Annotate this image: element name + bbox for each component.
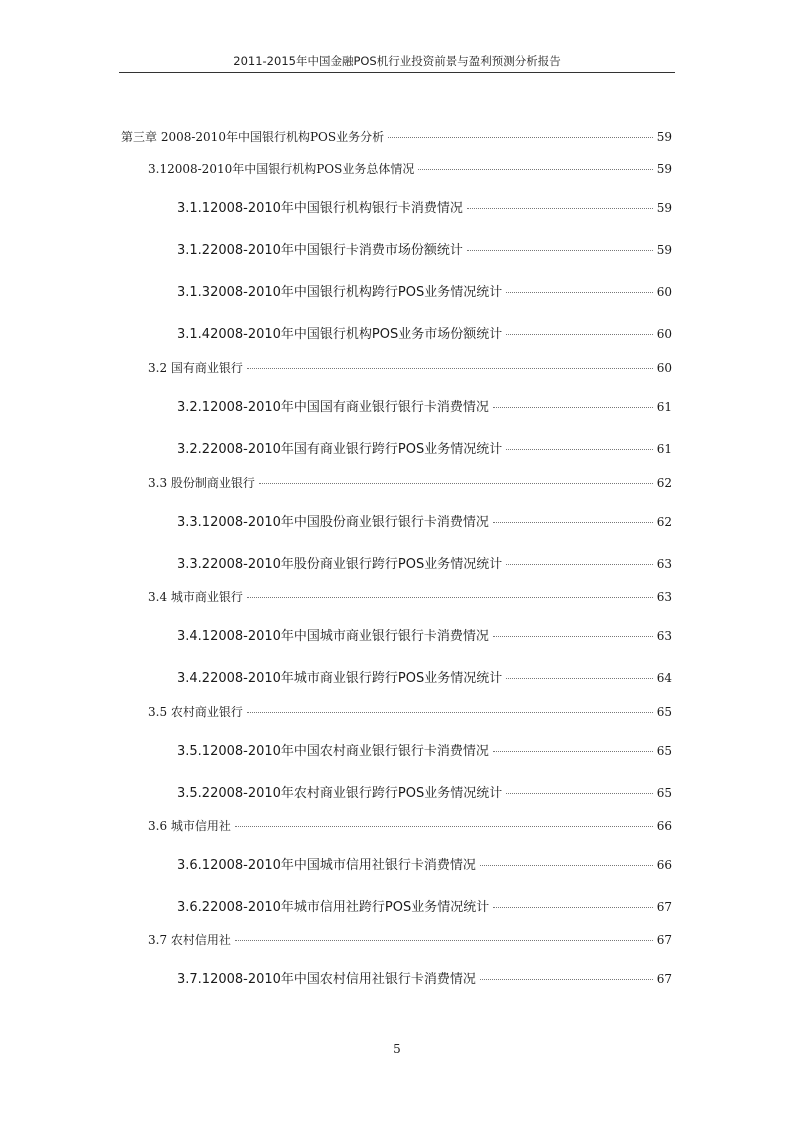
toc-entry-page: 66 — [656, 858, 672, 872]
toc-entry[interactable] — [148, 359, 672, 376]
dot-leader — [247, 368, 653, 369]
dot-leader — [493, 407, 653, 408]
toc-entry[interactable] — [177, 239, 672, 258]
toc-entry-title: 3.5 农村商业银行 — [148, 705, 243, 719]
dot-leader — [493, 522, 653, 523]
toc-entry[interactable] — [177, 511, 672, 530]
toc-entry[interactable] — [177, 854, 672, 873]
toc-entry[interactable] — [177, 740, 672, 759]
toc-entry[interactable] — [148, 160, 672, 177]
toc-entry-title: 3.2.12008-2010年中国国有商业银行银行卡消费情况 — [177, 400, 489, 415]
header-divider — [119, 72, 675, 73]
toc-entry-title: 3.12008-2010年中国银行机构POS业务总体情况 — [148, 162, 415, 176]
toc-entry-page: 59 — [656, 201, 672, 215]
toc-entry-page: 59 — [656, 243, 672, 257]
toc-entry-title: 3.6 城市信用社 — [148, 819, 231, 833]
toc-entry[interactable] — [148, 474, 672, 491]
dot-leader — [480, 865, 653, 866]
toc-entry[interactable] — [148, 931, 672, 948]
toc-entry[interactable] — [177, 197, 672, 216]
toc-entry-page: 67 — [656, 972, 672, 986]
toc-entry-page: 60 — [656, 327, 672, 341]
toc-entry-page: 67 — [656, 933, 672, 947]
toc-entry-page: 64 — [656, 671, 672, 685]
dot-leader — [506, 564, 652, 565]
toc-entry-title: 3.1.12008-2010年中国银行机构银行卡消费情况 — [177, 201, 463, 216]
toc-entry[interactable] — [177, 438, 672, 457]
toc-entry[interactable] — [177, 896, 672, 915]
toc-entry-page: 63 — [656, 629, 672, 643]
toc-entry[interactable] — [177, 667, 672, 686]
toc-entry-page: 61 — [656, 400, 672, 414]
toc-entry-page: 62 — [656, 515, 672, 529]
page-number: 5 — [393, 1042, 401, 1056]
toc-entry-title: 3.3.12008-2010年中国股份商业银行银行卡消费情况 — [177, 515, 489, 530]
toc-entry-title: 3.5.22008-2010年农村商业银行跨行POS业务情况统计 — [177, 786, 503, 801]
dot-leader — [467, 208, 653, 209]
dot-leader — [506, 793, 652, 794]
toc-entry-title: 3.2.22008-2010年国有商业银行跨行POS业务情况统计 — [177, 442, 503, 457]
toc-entry-page: 59 — [656, 162, 672, 176]
page-header-title: 2011-2015年中国金融POS机行业投资前景与盈利预测分析报告 — [233, 54, 561, 68]
dot-leader — [493, 636, 653, 637]
toc-entry[interactable] — [148, 703, 672, 720]
toc-entry-page: 66 — [656, 819, 672, 833]
toc-entry-title: 3.3.22008-2010年股份商业银行跨行POS业务情况统计 — [177, 557, 503, 572]
toc-entry-page: 60 — [656, 361, 672, 375]
toc-entry-title: 3.4.12008-2010年中国城市商业银行银行卡消费情况 — [177, 629, 489, 644]
dot-leader — [493, 751, 653, 752]
toc-entry-title: 3.6.22008-2010年城市信用社跨行POS业务情况统计 — [177, 900, 490, 915]
dot-leader — [506, 678, 652, 679]
toc-entry[interactable] — [177, 281, 672, 300]
dot-leader — [506, 449, 652, 450]
toc-entry-title: 3.7.12008-2010年中国农村信用社银行卡消费情况 — [177, 972, 476, 987]
toc-entry[interactable] — [177, 625, 672, 644]
dot-leader — [493, 907, 652, 908]
toc-entry-page: 65 — [656, 786, 672, 800]
toc-entry-title: 3.4 城市商业银行 — [148, 590, 243, 604]
dot-leader — [247, 712, 653, 713]
toc-entry-title: 3.1.22008-2010年中国银行卡消费市场份额统计 — [177, 243, 463, 258]
toc-entry-title: 3.5.12008-2010年中国农村商业银行银行卡消费情况 — [177, 744, 489, 759]
toc-entry-page: 67 — [656, 900, 672, 914]
toc-entry[interactable] — [177, 323, 672, 342]
toc-entry-page: 61 — [656, 442, 672, 456]
dot-leader — [506, 334, 652, 335]
dot-leader — [506, 292, 652, 293]
dot-leader — [388, 137, 653, 138]
toc-entry[interactable] — [177, 782, 672, 801]
dot-leader — [480, 979, 653, 980]
toc-entry[interactable] — [121, 128, 672, 145]
toc-entry-page: 65 — [656, 705, 672, 719]
dot-leader — [467, 250, 653, 251]
toc-entry[interactable] — [148, 588, 672, 605]
toc-entry[interactable] — [177, 553, 672, 572]
dot-leader — [418, 169, 652, 170]
toc-entry-page: 65 — [656, 744, 672, 758]
toc-entry-page: 59 — [656, 130, 672, 144]
toc-entry-page: 62 — [656, 476, 672, 490]
toc-entry-title: 3.7 农村信用社 — [148, 933, 231, 947]
toc-entry-page: 63 — [656, 557, 672, 571]
toc-entry-title: 第三章 2008-2010年中国银行机构POS业务分析 — [121, 130, 385, 144]
dot-leader — [235, 940, 653, 941]
toc-entry[interactable] — [148, 817, 672, 834]
toc-entry-title: 3.4.22008-2010年城市商业银行跨行POS业务情况统计 — [177, 671, 503, 686]
dot-leader — [247, 597, 653, 598]
toc-entry-page: 63 — [656, 590, 672, 604]
toc-entry-title: 3.2 国有商业银行 — [148, 361, 243, 375]
toc-entry-title: 3.6.12008-2010年中国城市信用社银行卡消费情况 — [177, 858, 476, 873]
dot-leader — [235, 826, 653, 827]
toc-entry[interactable] — [177, 396, 672, 415]
toc-entry-page: 60 — [656, 285, 672, 299]
toc-entry-title: 3.1.42008-2010年中国银行机构POS业务市场份额统计 — [177, 327, 503, 342]
dot-leader — [259, 483, 653, 484]
toc-entry[interactable] — [177, 968, 672, 987]
toc-entry-title: 3.3 股份制商业银行 — [148, 476, 255, 490]
toc-entry-title: 3.1.32008-2010年中国银行机构跨行POS业务情况统计 — [177, 285, 503, 300]
